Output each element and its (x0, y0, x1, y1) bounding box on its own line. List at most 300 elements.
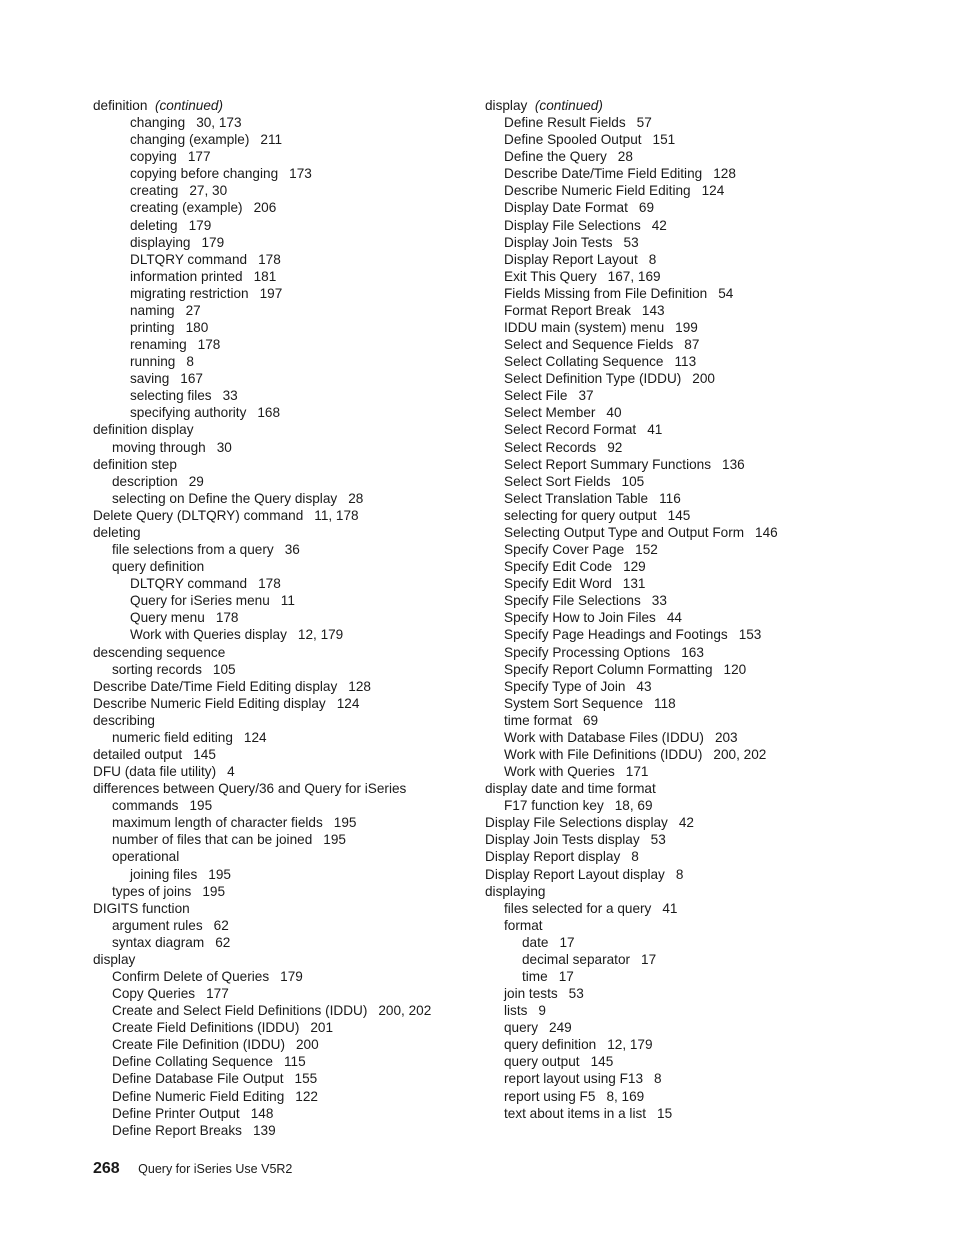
index-entry (485, 490, 925, 507)
index-page-refs: 105 (621, 473, 645, 489)
index-page-refs: 37 (578, 388, 594, 404)
index-term: Display Join Tests display (485, 832, 640, 848)
index-page-refs (543, 918, 554, 933)
index-page-refs: 41 (647, 422, 663, 438)
index-page-refs: 11, 178 (314, 507, 359, 523)
index-entry (485, 712, 925, 729)
index-entry (93, 404, 473, 421)
index-term: Query for iSeries menu (130, 593, 270, 609)
continued-label: (continued) (534, 98, 603, 113)
index-entry (93, 661, 473, 678)
index-term: query output (504, 1054, 580, 1070)
index-page-refs: 203 (714, 729, 738, 745)
index-entry (93, 814, 473, 831)
index-page-refs: 33 (222, 388, 238, 404)
index-term: report using F5 (504, 1088, 596, 1104)
index-page-refs: 28 (617, 149, 633, 165)
index-entry (485, 353, 925, 370)
index-entry (485, 1070, 925, 1087)
index-entry (93, 763, 473, 780)
index-entry (93, 251, 473, 268)
index-page-refs: 178 (258, 576, 281, 592)
index-page-refs: 206 (253, 200, 277, 216)
index-term: F17 function key (504, 798, 604, 814)
index-page-refs: 12, 179 (297, 627, 344, 643)
index-term: Query menu (130, 610, 205, 626)
index-term: Select Record Format (504, 422, 637, 438)
index-entry (93, 353, 473, 370)
index-entry (485, 1053, 925, 1070)
index-entry (93, 148, 473, 165)
index-term: specifying authority (130, 405, 247, 421)
index-term: Describe Date/Time Field Editing display (93, 678, 338, 694)
index-entry (93, 387, 473, 404)
index-page-refs: 155 (294, 1071, 318, 1087)
index-page-refs (204, 559, 215, 574)
index-page-refs: 197 (259, 285, 283, 301)
index-entry (93, 592, 473, 609)
index-term: Specify Type of Join (504, 678, 626, 694)
index-page-refs: 122 (295, 1088, 318, 1104)
index-term: Define Spooled Output (504, 132, 642, 148)
index-term: Display Report Layout (504, 251, 638, 267)
index-entry (93, 900, 473, 917)
index-entry (93, 370, 473, 387)
index-term: Display Join Tests (504, 234, 613, 250)
index-entry (93, 456, 473, 473)
index-page-refs: 171 (625, 764, 649, 780)
index-term: report layout using F13 (504, 1071, 644, 1087)
page-number: 268 (93, 1160, 120, 1177)
index-entry (93, 1088, 473, 1105)
index-entry (93, 473, 473, 490)
index-page-refs: 145 (667, 507, 691, 523)
index-page-refs: 179 (201, 234, 225, 250)
index-term: Specify File Selections (504, 593, 641, 609)
index-entry (485, 1105, 925, 1122)
index-entry (93, 114, 473, 131)
index-entry (93, 182, 473, 199)
index-term: DIGITS function (93, 900, 190, 916)
index-entry (93, 165, 473, 182)
index-term: number of files that can be joined (112, 832, 313, 848)
index-entry (93, 1036, 473, 1053)
index-entry (93, 336, 473, 353)
index-page-refs: 124 (243, 729, 267, 745)
index-term: copying (130, 149, 177, 165)
index-page-refs: 124 (701, 183, 725, 199)
index-term: IDDU main (system) menu (504, 320, 665, 336)
index-term: Select Member (504, 405, 596, 421)
index-entry (485, 883, 925, 900)
index-term: Select Definition Type (IDDU) (504, 371, 682, 387)
index-term: deleting (93, 524, 141, 540)
index-term: decimal separator (522, 951, 631, 967)
index-entry (93, 712, 473, 729)
index-page-refs (135, 952, 146, 967)
index-term: sorting records (112, 661, 202, 677)
index-term: Delete Query (DLTQRY) command (93, 507, 304, 523)
index-entry (93, 968, 473, 985)
index-term: moving through (112, 439, 206, 455)
index-page-refs: 9 (538, 1003, 546, 1019)
index-entry (93, 285, 473, 302)
index-entry (485, 336, 925, 353)
index-term: syntax diagram (112, 934, 205, 950)
index-page-refs: 177 (187, 149, 211, 165)
index-term: Select and Sequence Fields (504, 337, 674, 353)
index-page-refs: 179 (188, 217, 212, 233)
index-entry (93, 1019, 473, 1036)
index-page-refs: 42 (651, 217, 667, 233)
index-page-refs (141, 525, 152, 540)
index-page-refs: 181 (253, 268, 277, 284)
index-page-refs: 178 (258, 251, 281, 267)
index-page-refs: 17 (558, 968, 574, 984)
index-page-refs (179, 849, 190, 864)
index-page-refs: 27 (185, 302, 201, 318)
index-page-refs: 42 (678, 815, 694, 831)
index-term: text about items in a list (504, 1105, 647, 1121)
index-entry (93, 1122, 473, 1139)
index-entry (93, 558, 473, 575)
index-page-refs: 120 (723, 661, 747, 677)
index-entry (485, 558, 925, 575)
index-term: Work with Queries display (130, 627, 287, 643)
index-page-refs (177, 457, 188, 472)
index-term: display (93, 951, 136, 967)
index-term: Select Records (504, 439, 597, 455)
index-entry (93, 934, 473, 951)
index-term: Specify Edit Code (504, 559, 613, 575)
index-page-refs: 43 (636, 678, 652, 694)
index-term: DLTQRY command (130, 251, 248, 267)
index-term: changing (130, 115, 186, 131)
index-term: information printed (130, 268, 243, 284)
index-term: saving (130, 371, 170, 387)
index-entry (93, 626, 473, 643)
index-term: Format Report Break (504, 302, 631, 318)
index-entry (485, 1002, 925, 1019)
index-term: Work with Queries (504, 764, 615, 780)
index-entry (485, 285, 925, 302)
index-entry (93, 421, 473, 438)
index-page-refs: 195 (333, 815, 357, 831)
index-term: files selected for a query (504, 900, 652, 916)
index-entry (93, 1002, 473, 1019)
index-term: Define Result Fields (504, 115, 626, 131)
index-page-refs: 8 (631, 849, 639, 865)
index-term: DLTQRY command (130, 576, 248, 592)
index-term: Display Report display (485, 849, 621, 865)
index-entry (93, 985, 473, 1002)
index-entry (93, 524, 473, 541)
index-page-refs: 163 (681, 644, 704, 660)
index-page-refs: 36 (284, 542, 300, 558)
index-term: operational (112, 849, 180, 865)
index-entry (485, 507, 925, 524)
index-entry (485, 951, 925, 968)
index-entry (485, 165, 925, 182)
index-page-refs: 146 (755, 524, 778, 540)
index-entry (485, 934, 925, 951)
index-term: describing (93, 712, 155, 728)
index-entry (485, 268, 925, 285)
index-term: DFU (data file utility) (93, 764, 217, 780)
index-page-refs: 136 (722, 456, 745, 472)
index-page-refs: 17 (559, 934, 575, 950)
index-entry (485, 797, 925, 814)
index-term: display (485, 98, 528, 113)
index-page-refs: 8 (675, 866, 684, 882)
index-page-refs: 200, 202 (713, 746, 767, 762)
index-page-refs: 29 (188, 473, 204, 489)
index-term: Display Date Format (504, 200, 628, 216)
index-page-refs: 168 (257, 405, 281, 421)
index-page-refs: 199 (675, 320, 698, 336)
index-page-refs: 195 (208, 866, 231, 882)
index-term: definition display (93, 422, 194, 438)
index-column-left (93, 97, 473, 1139)
index-entry (485, 592, 925, 609)
index-entry (93, 780, 473, 797)
index-term: Confirm Delete of Queries (112, 968, 270, 984)
index-page-refs: 129 (623, 559, 646, 575)
index-entry (93, 746, 473, 763)
index-entry (485, 1019, 925, 1036)
index-page-refs: 62 (213, 917, 229, 933)
index-page-refs: 92 (607, 439, 623, 455)
page-footer (93, 1160, 292, 1178)
index-term: time (522, 968, 548, 984)
index-page-refs: 57 (636, 115, 652, 131)
index-entry (485, 626, 925, 643)
index-term: Define Printer Output (112, 1105, 240, 1121)
index-page-refs: 11 (280, 593, 295, 609)
index-page-refs: 69 (638, 200, 655, 216)
index-entry (485, 1088, 925, 1105)
index-entry (485, 814, 925, 831)
index-entry (93, 883, 473, 900)
index-term: Describe Numeric Field Editing (504, 183, 691, 199)
index-term: creating (example) (130, 200, 243, 216)
index-page-refs: 116 (659, 490, 681, 506)
index-term: Create and Select Field Definitions (IDDU) (112, 1003, 368, 1019)
index-term: numeric field editing (112, 729, 233, 745)
index-term: Specify Processing Options (504, 644, 671, 660)
index-entry (93, 609, 473, 626)
index-page-refs: 54 (718, 285, 734, 301)
index-term: Create File Definition (IDDU) (112, 1037, 285, 1053)
index-entry (485, 199, 925, 216)
index-page-refs: 53 (568, 986, 584, 1002)
index-page-refs: 200 (296, 1037, 319, 1053)
index-entry (485, 917, 925, 934)
index-term: Define the Query (504, 149, 607, 165)
index-page-refs: 128 (348, 678, 371, 694)
index-entry (93, 575, 473, 592)
index-entry (485, 575, 925, 592)
index-page-refs: 167, 169 (607, 268, 661, 284)
index-term: System Sort Sequence (504, 695, 644, 711)
index-entry (485, 763, 925, 780)
index-term: format (504, 917, 543, 933)
index-term: Work with Database Files (IDDU) (504, 729, 704, 745)
index-term: selecting for query output (504, 507, 657, 523)
index-page-refs: 139 (252, 1122, 276, 1138)
index-entry (485, 234, 925, 251)
index-page-refs: 152 (635, 542, 658, 558)
index-entry (485, 439, 925, 456)
index-page-refs: 27, 30 (189, 183, 228, 199)
index-page-refs: 113 (674, 354, 697, 370)
index-entry (485, 421, 925, 438)
index-entry (485, 302, 925, 319)
index-entry (93, 848, 473, 865)
index-entry (93, 234, 473, 251)
index-entry (485, 370, 925, 387)
index-entry (93, 831, 473, 848)
index-page-refs: 62 (215, 934, 231, 950)
index-term: joining files (130, 866, 198, 882)
index-entry (93, 541, 473, 558)
index-page-refs: 69 (582, 712, 599, 728)
index-entry (485, 1036, 925, 1053)
index-term: displaying (130, 234, 191, 250)
index-term: Select Collating Sequence (504, 354, 664, 370)
index-entry (485, 848, 925, 865)
index-term: query (504, 1020, 539, 1036)
index-term: Specify Cover Page (504, 542, 625, 558)
index-entry (485, 182, 925, 199)
index-page-refs (545, 884, 556, 899)
index-term: date (522, 934, 549, 950)
index-page-refs: 211 (260, 132, 283, 148)
index-term: Work with File Definitions (IDDU) (504, 746, 703, 762)
index-page-refs: 15 (657, 1105, 673, 1121)
index-page-refs: 8 (186, 354, 194, 370)
index-term: Exit This Query (504, 268, 597, 284)
index-entry (485, 678, 925, 695)
index-term: selecting files (130, 388, 212, 404)
index-term: definition (93, 98, 148, 113)
index-term: Specify Page Headings and Footings (504, 627, 728, 643)
index-entry (93, 131, 473, 148)
index-entry (485, 97, 925, 114)
index-term: deleting (130, 217, 178, 233)
index-page-refs (656, 781, 667, 796)
index-page-refs (190, 901, 201, 916)
index-entry (485, 541, 925, 558)
index-entry (93, 490, 473, 507)
index-term: migrating restriction (130, 285, 249, 301)
index-page-refs: 30 (216, 439, 232, 455)
index-page-refs: 115 (283, 1054, 306, 1070)
index-entry (93, 319, 473, 336)
index-page-refs: 145 (590, 1054, 614, 1070)
index-entry (485, 729, 925, 746)
index-term: Select Sort Fields (504, 473, 611, 489)
index-page-refs (155, 713, 166, 728)
index-entry (93, 217, 473, 234)
index-entry (93, 1053, 473, 1070)
index-term: argument rules (112, 917, 203, 933)
index-page-refs: 151 (652, 132, 676, 148)
index-entry (485, 148, 925, 165)
index-term: Select File (504, 388, 568, 404)
index-term: Create Field Definitions (IDDU) (112, 1020, 300, 1036)
index-term: displaying (485, 883, 546, 899)
index-entry (485, 746, 925, 763)
index-page-refs: 145 (193, 746, 216, 762)
index-term: Define Collating Sequence (112, 1054, 273, 1070)
index-entry (485, 473, 925, 490)
index-entry (485, 217, 925, 234)
index-entry (93, 1070, 473, 1087)
index-entry (485, 131, 925, 148)
index-page-refs: 195 (189, 798, 213, 814)
index-term: time format (504, 712, 572, 728)
index-term: Select Report Summary Functions (504, 456, 712, 472)
index-page-refs: 33 (651, 593, 667, 609)
index-term: Fields Missing from File Definition (504, 285, 708, 301)
index-page-refs: 179 (280, 968, 303, 984)
index-page-refs: 53 (650, 832, 666, 848)
index-page-refs: 178 (215, 610, 239, 626)
index-page-refs: 28 (348, 490, 364, 506)
index-term: copying before changing (130, 166, 279, 182)
index-page-refs (406, 781, 417, 796)
index-term: Describe Date/Time Field Editing (504, 166, 703, 182)
index-page-refs: 180 (185, 320, 209, 336)
index-term: file selections from a query (112, 542, 274, 558)
index-entry (485, 404, 925, 421)
index-page-refs (194, 422, 205, 437)
index-page-refs: 8, 169 (606, 1088, 645, 1104)
index-entry (485, 968, 925, 985)
index-term: selecting on Define the Query display (112, 490, 338, 506)
index-page-refs: 200, 202 (378, 1003, 432, 1019)
index-term: changing (example) (130, 132, 250, 148)
index-term: Copy Queries (112, 986, 196, 1002)
index-entry (93, 695, 473, 712)
index-page-refs: 148 (250, 1105, 274, 1121)
index-page-refs: 201 (310, 1020, 334, 1036)
book-title: Query for iSeries Use V5R2 (138, 1162, 293, 1176)
index-page-refs: 195 (202, 883, 226, 899)
index-term: naming (130, 302, 175, 318)
index-term: Display File Selections (504, 217, 641, 233)
index-term: display date and time format (485, 781, 656, 797)
index-term: Specify Report Column Formatting (504, 661, 713, 677)
index-term: running (130, 354, 176, 370)
index-entry (93, 507, 473, 524)
index-page-refs: 118 (654, 695, 676, 711)
index-term: renaming (130, 337, 187, 353)
index-term: lists (504, 1003, 528, 1019)
index-entry (485, 831, 925, 848)
index-entry (93, 678, 473, 695)
index-term: Display File Selections display (485, 815, 668, 831)
index-entry (93, 97, 473, 114)
index-entry (93, 302, 473, 319)
index-entry (93, 951, 473, 968)
index-page-refs: 12, 179 (607, 1037, 653, 1053)
index-page-refs: 124 (336, 695, 360, 711)
index-entry (485, 387, 925, 404)
index-entry (93, 439, 473, 456)
index-page-refs (223, 98, 234, 113)
